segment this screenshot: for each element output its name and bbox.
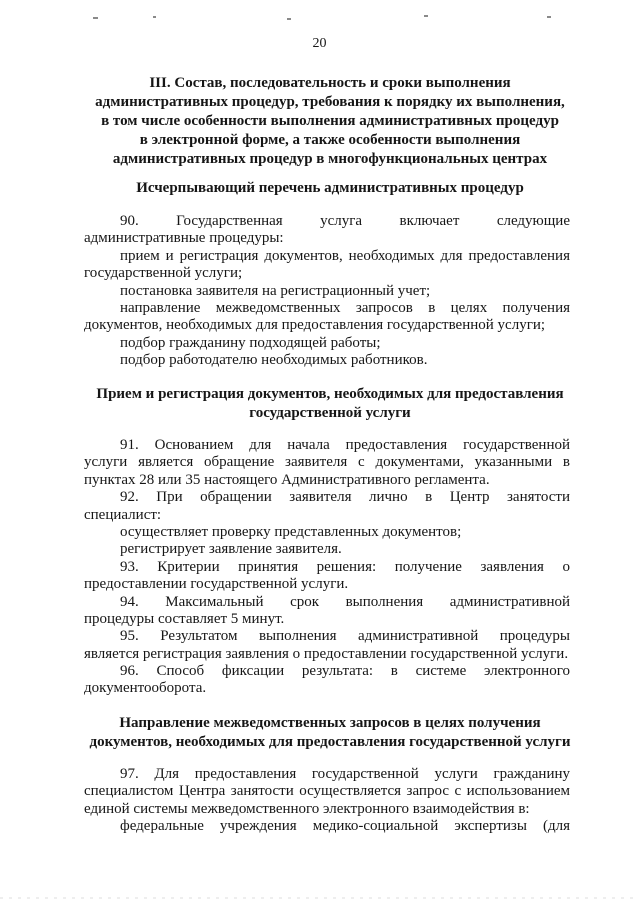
paragraph-line: услуги является обращение заявителя с документами, указанными в	[84, 454, 570, 471]
paragraph-line: направление межведомственных запросов в целях получения	[120, 299, 570, 316]
paragraph-line: специалист:	[84, 506, 162, 523]
paragraph-line: документов, необходимых для предоставления государственной услуги;	[84, 317, 546, 334]
section-title	[70, 74, 590, 169]
paragraph-line: осуществляет проверку представленных документов;	[120, 523, 462, 540]
subsection-heading-line: Прием и регистрация документов, необходимых для предоставления	[96, 386, 564, 402]
paragraph-line: федеральные учреждения медико-социальной экспертизы (для	[120, 818, 570, 835]
subsection-heading	[70, 385, 590, 423]
paragraph-line: 94. Максимальный срок выполнения административной	[120, 593, 570, 610]
scan-mark	[153, 16, 156, 18]
paragraph-line: специалистом Центра занятости осуществляется запрос с использованием	[84, 783, 570, 800]
section-title-line: III. Состав, последовательность и сроки выполнения	[149, 75, 511, 91]
paragraph-line: подбор гражданину подходящей работы;	[120, 334, 381, 351]
scan-mark	[547, 16, 551, 18]
paragraph-line: единой системы межведомственного электронного взаимодействия в:	[84, 800, 530, 817]
subsection-heading	[70, 179, 590, 198]
subsection-heading-line: документов, необходимых для предоставления государственной услуги	[89, 734, 571, 750]
section-title-line: административных процедур в многофункциональных центрах	[112, 151, 548, 167]
interagency-requests-text	[84, 766, 570, 836]
paragraph-line: документооборота.	[84, 680, 207, 697]
page-number: 20	[312, 36, 327, 51]
subsection-heading-line: Исчерпывающий перечень административных процедур	[136, 180, 524, 196]
paragraph-line: 90. Государственная услуга включает следующие	[120, 213, 570, 229]
procedures-list-text	[84, 213, 570, 370]
registration-text	[84, 437, 570, 698]
paragraph-line: подбор работодателю необходимых работников.	[120, 352, 428, 369]
scan-mark	[287, 18, 291, 20]
subsection-heading	[70, 714, 590, 752]
paragraph-line: прием и регистрация документов, необходимых для предоставления	[120, 247, 570, 264]
paragraph-line: постановка заявителя на регистрационный учет;	[120, 282, 431, 299]
subsection-heading-line: Направление межведомственных запросов в целях получения	[119, 715, 541, 731]
section-title-line: в том числе особенности выполнения административных процедур	[101, 113, 559, 129]
paragraph-line: государственной услуги;	[84, 265, 243, 282]
paragraph-line: 95. Результатом выполнения административной процедуры	[120, 628, 570, 645]
subsection-heading-line: государственной услуги	[249, 405, 411, 421]
paragraph-line: 93. Критерии принятия решения: получение заявления о	[120, 558, 570, 575]
paragraph-line: 97. Для предоставления государственной услуги гражданину	[120, 766, 570, 782]
section-title-line: в электронной форме, а также особенности выполнения	[139, 132, 521, 148]
scan-mark	[424, 15, 428, 17]
paragraph-line: процедуры составляет 5 минут.	[84, 610, 285, 627]
paragraph-line: предоставлении государственной услуги.	[84, 576, 349, 593]
scan-mark	[93, 17, 98, 19]
section-title-line: административных процедур, требования к порядку их выполнения,	[95, 94, 565, 110]
paragraph-line: административные процедуры:	[84, 230, 284, 247]
paragraph-line: 91. Основанием для начала предоставления государственной	[120, 437, 570, 453]
paragraph-line: 92. При обращении заявителя лично в Центр занятости	[120, 489, 570, 506]
paragraph-line: пунктах 28 или 35 настоящего Административного регламента.	[84, 471, 490, 488]
paragraph-line: регистрирует заявление заявителя.	[120, 541, 342, 558]
paragraph-line: 96. Способ фиксации результата: в системе электронного	[120, 663, 570, 680]
scan-edge	[0, 897, 639, 899]
paragraph-line: является регистрация заявления о предоставлении государственной услуги.	[84, 645, 569, 662]
